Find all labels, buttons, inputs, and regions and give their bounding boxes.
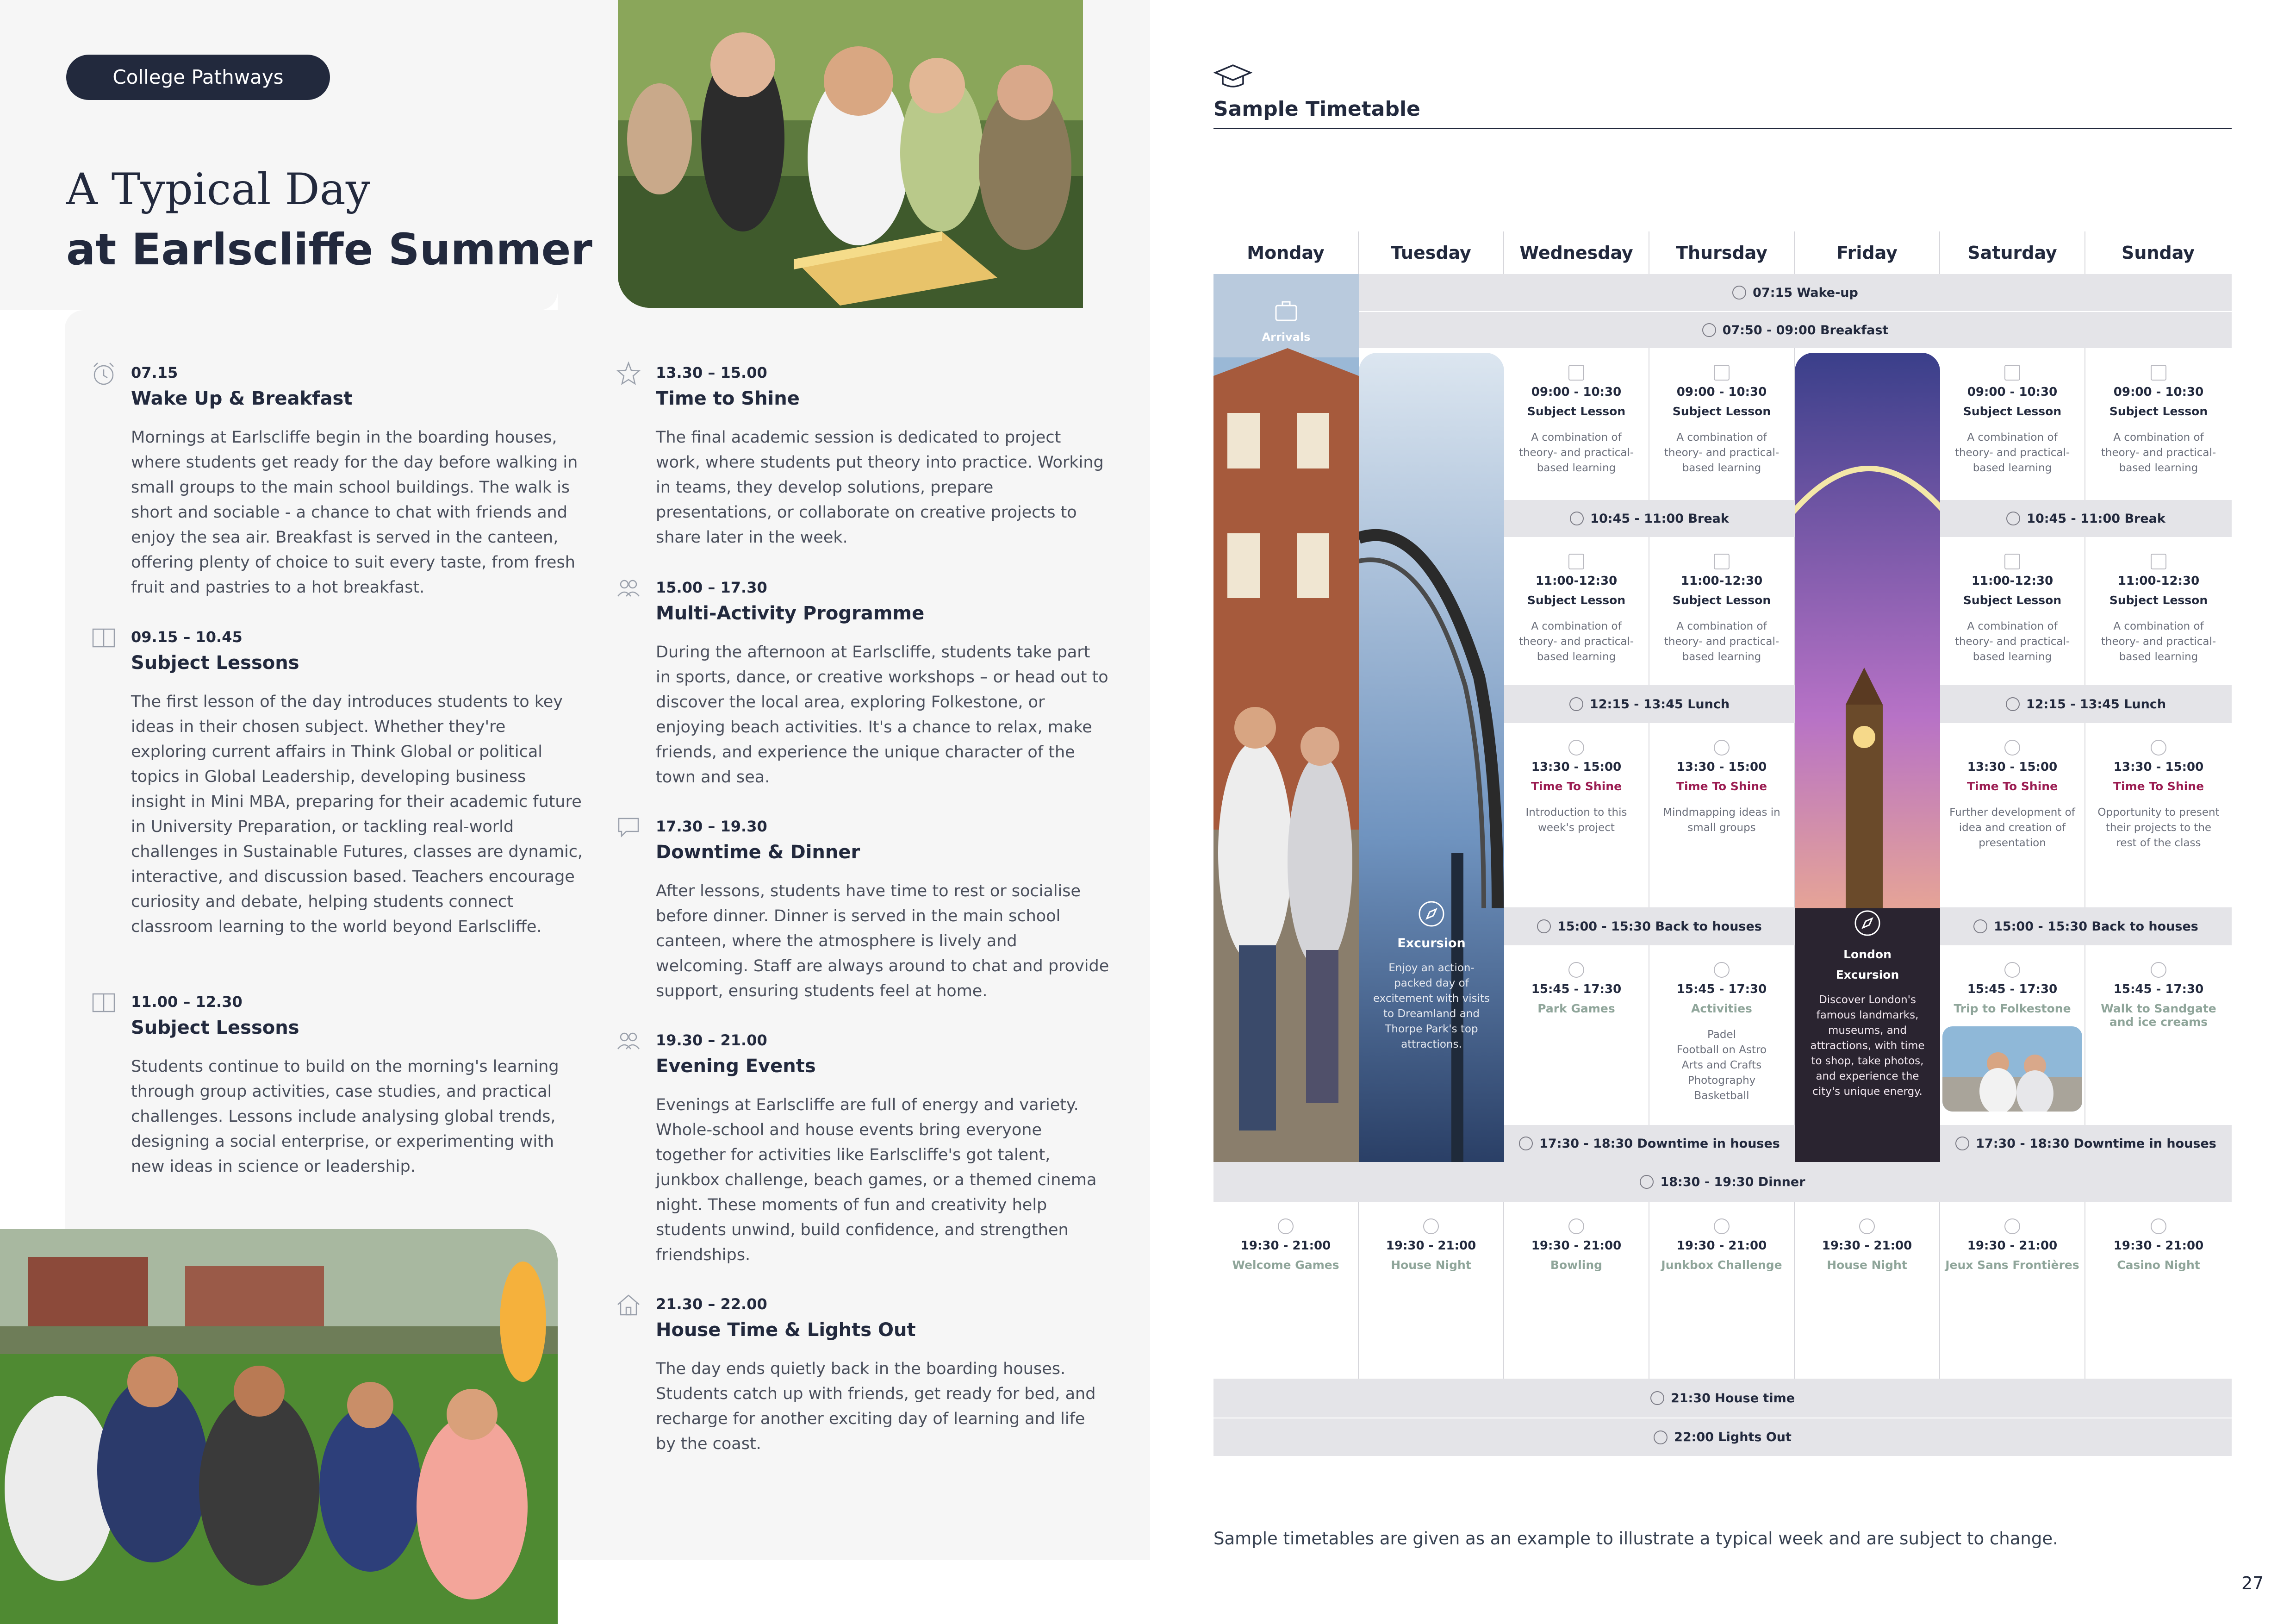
photo-tug-of-war: [0, 1229, 558, 1624]
day-monday: Monday: [1213, 231, 1359, 274]
star-icon: [1568, 740, 1584, 756]
lesson-name: Subject Lesson: [1527, 593, 1626, 607]
entry-text: Mornings at Earlscliffe begin in the boarding houses, where students get ready for the day before walking in small groups to the main school buildings. The walk is short and sociable - a chance to chat with friends and enjoy the sea air. Breakfast is served in the canteen, offering plenty of choice to suit every taste, from fresh fruit and pastries to a hot breakfast.: [131, 428, 578, 597]
entry-title: Wake Up & Breakfast: [131, 388, 353, 409]
day-thursday: Thursday: [1649, 231, 1795, 274]
band-downtime-midweek: [1504, 1125, 1795, 1162]
people-icon: [2151, 1218, 2166, 1234]
arrivals-label: Arrivals: [1262, 331, 1311, 344]
people-icon: [1859, 1218, 1875, 1234]
evening-time: 19:30 - 21:00: [1386, 1239, 1476, 1253]
mon-evening: [1213, 1202, 1359, 1379]
page-number: 27: [2241, 1573, 2264, 1593]
band-lunch-label: 12:15 - 13:45 Lunch: [2026, 697, 2166, 712]
thu-time-to-shine: [1649, 723, 1795, 907]
evening-name: House Night: [1391, 1258, 1471, 1272]
day-wednesday: Wednesday: [1504, 231, 1649, 274]
band-dinner-label: 18:30 - 19:30 Dinner: [1660, 1174, 1805, 1189]
thu-lesson-2: [1649, 537, 1795, 685]
entry-time: 19.30 – 21.00: [656, 1031, 767, 1049]
chat-bubble-icon: [615, 814, 642, 841]
lesson-time: 09:00 - 10:30: [1967, 385, 2058, 399]
people-icon: [1568, 1218, 1584, 1234]
band-break-weekend: [1940, 500, 2232, 537]
arrivals-overlay: [1213, 297, 1359, 344]
lesson-time: 11:00-12:30: [1680, 574, 1763, 588]
clock-icon: [1537, 919, 1551, 933]
band-back-to-houses-weekend: [1940, 907, 2232, 945]
lesson-name: Subject Lesson: [1963, 593, 2062, 607]
sat-lesson-1: [1940, 348, 2085, 500]
people-icon: [615, 575, 642, 602]
sun-lesson-1: [2085, 348, 2232, 500]
thu-evening: [1649, 1202, 1795, 1379]
tuesday-excursion-desc: Enjoy an action-packed day of excitement with visits to Dreamland and Thorpe Park's top attractions.: [1373, 962, 1490, 1050]
lesson-time: 09:00 - 10:30: [1676, 385, 1767, 399]
alarm-clock-icon: [90, 360, 117, 387]
people-icon: [1278, 1218, 1294, 1234]
evening-name: Bowling: [1550, 1258, 1603, 1272]
schedule-entry-evening: [656, 1031, 1109, 1268]
band-downtime-label: 17:30 - 18:30 Downtime in houses: [1539, 1136, 1780, 1151]
entry-title: Subject Lessons: [131, 1017, 299, 1038]
band-lights-out: [1213, 1418, 2232, 1456]
lesson-name: Subject Lesson: [1672, 593, 1771, 607]
star-icon: [2151, 740, 2166, 756]
shine-name: Time To Shine: [2113, 780, 2204, 793]
clock-icon: [1569, 697, 1583, 711]
entry-title: Subject Lessons: [131, 652, 299, 674]
book-icon: [1568, 365, 1584, 381]
band-lights-out-label: 22:00 Lights Out: [1674, 1430, 1792, 1444]
shine-desc: Further development of idea and creation of presentation: [1949, 806, 2075, 849]
thu-activity: [1649, 945, 1795, 1125]
entry-title: Multi-Activity Programme: [656, 603, 925, 624]
open-book-icon: [90, 625, 117, 651]
band-break-label: 10:45 - 11:00 Break: [2027, 511, 2165, 526]
shine-desc: Introduction to this week's project: [1525, 806, 1627, 834]
band-lunch-weekend: [1940, 685, 2232, 723]
entry-time: 09.15 – 10.45: [131, 628, 243, 646]
lesson-name: Subject Lesson: [1672, 405, 1771, 418]
wed-lesson-2: [1504, 537, 1649, 685]
wed-lesson-1: [1504, 348, 1649, 500]
page-title-line-1: A Typical Day: [66, 164, 370, 215]
activity-time: 15:45 - 17:30: [1531, 982, 1622, 996]
lesson-time: 11:00-12:30: [1971, 574, 2053, 588]
lesson-desc: A combination of theory- and practical-based learning: [1954, 620, 2070, 663]
entry-title: Downtime & Dinner: [656, 842, 860, 863]
activity-name: Trip to Folkestone: [1954, 1002, 2071, 1015]
shine-time: 13:30 - 15:00: [1676, 760, 1767, 774]
band-break-label: 10:45 - 11:00 Break: [1590, 511, 1729, 526]
lesson-desc: A combination of theory- and practical-based learning: [1664, 620, 1780, 663]
house-icon: [1955, 1137, 1969, 1150]
entry-text: After lessons, students have time to rest or socialise before dinner. Dinner is served in the main school canteen, where the atmosphere is lively and welcoming. Staff are always around to chat and provide support, ensuring students feel at home.: [656, 882, 1109, 1000]
entry-time: 07.15: [131, 364, 178, 381]
clock-icon: [2006, 697, 2020, 711]
band-wake-up-label: 07:15 Wake-up: [1753, 285, 1858, 300]
book-icon: [2004, 554, 2020, 569]
tuesday-excursion-title: Excursion: [1397, 936, 1466, 950]
evening-time: 19:30 - 21:00: [1240, 1239, 1331, 1253]
band-downtime-weekend: [1940, 1125, 2232, 1162]
photo-birthday-cake: [618, 0, 1083, 308]
star-icon: [615, 360, 642, 387]
entry-title: House Time & Lights Out: [656, 1319, 916, 1341]
shine-name: Time To Shine: [1966, 780, 2058, 793]
band-house-time-label: 21:30 House time: [1670, 1391, 1795, 1405]
shine-desc: Mindmapping ideas in small groups: [1663, 806, 1780, 834]
band-lunch-label: 12:15 - 13:45 Lunch: [1589, 697, 1730, 712]
activity-name: Walk to Sandgate and ice creams: [2101, 1002, 2216, 1029]
evening-time: 19:30 - 21:00: [1676, 1239, 1767, 1253]
book-icon: [2151, 554, 2166, 569]
graduation-cap-icon: [1213, 62, 1252, 90]
suitcase-icon: [1272, 297, 1300, 325]
friday-excursion-image: [1795, 353, 1940, 1162]
heading-rule: [1213, 128, 2232, 129]
activity-desc: Padel Football on Astro Arts and Crafts Photography Basketball: [1676, 1029, 1767, 1102]
lesson-name: Subject Lesson: [2109, 593, 2208, 607]
day-tuesday: Tuesday: [1359, 231, 1504, 274]
shine-name: Time To Shine: [1531, 780, 1622, 793]
clock-icon: [1973, 919, 1987, 933]
clock-icon: [2006, 512, 2020, 525]
sun-time-to-shine: [2085, 723, 2232, 907]
lesson-desc: A combination of theory- and practical-based learning: [1664, 431, 1780, 474]
evening-time: 19:30 - 21:00: [1822, 1239, 1912, 1253]
shine-name: Time To Shine: [1676, 780, 1767, 793]
entry-title: Time to Shine: [656, 388, 800, 409]
entry-text: Students continue to build on the morning's learning through group activities, case studies, and practical challenges. Lessons include analysing global trends, designing a social enterprise, or experimenting with new ideas in science or leadership.: [131, 1057, 559, 1176]
timetable-heading: Sample Timetable: [1213, 97, 1420, 121]
people-icon: [1714, 1218, 1730, 1234]
entry-time: 13.30 – 15.00: [656, 364, 767, 381]
lesson-time: 11:00-12:30: [1535, 574, 1618, 588]
activity-name: Activities: [1691, 1002, 1752, 1015]
entry-time: 21.30 – 22.00: [656, 1295, 767, 1313]
lesson-desc: A combination of theory- and practical-based learning: [2101, 620, 2216, 663]
category-pill[interactable]: College Pathways: [66, 55, 330, 100]
tuesday-excursion-image: [1359, 353, 1504, 1162]
schedule-entry-lights-out: [656, 1295, 1109, 1456]
activity-time: 15:45 - 17:30: [1967, 982, 2058, 996]
schedule-entry-wake-up: [131, 364, 585, 600]
entry-text: During the afternoon at Earlscliffe, students take part in sports, dance, or creative workshops – or head out to discover the local area, exploring Folkestone, or enjoying beach activities. It's a chance to relax, make friends, and experience the unique character of the town and sea.: [656, 643, 1108, 787]
people-icon: [2004, 1218, 2020, 1234]
house-icon: [1650, 1391, 1664, 1405]
timetable: [1213, 231, 2232, 1456]
band-lunch-midweek: [1504, 685, 1795, 723]
folkestone-photo: [1942, 1026, 2082, 1112]
band-breakfast: [1359, 311, 2232, 348]
book-icon: [2004, 365, 2020, 381]
friday-excursion-overlay: [1795, 908, 1940, 1099]
activity-time: 15:45 - 17:30: [2113, 982, 2204, 996]
schedule-entry-downtime: [656, 818, 1109, 1004]
evening-name: House Night: [1827, 1258, 1907, 1272]
entry-title: Evening Events: [656, 1056, 816, 1077]
house-icon: [615, 1292, 642, 1318]
entry-text: The first lesson of the day introduces students to key ideas in their chosen subject. Whether they're exploring current affairs in Think Global or political topics in Global Leadership, developing business insight in Mini MBA, preparing for their academic future in University Preparation, or tackling real-world challenges in Sustainable Futures, classes are dynamic, interactive, and discussion based. Teachers encourage curiosity and debate, helping students connect classroom learning to the world beyond Earlscliffe.: [131, 693, 583, 936]
book-icon: [1714, 554, 1730, 569]
monday-arrivals-image: [1213, 274, 1359, 1162]
thu-lesson-1: [1649, 348, 1795, 500]
day-sunday: Sunday: [2122, 243, 2195, 263]
band-breakfast-label: 07:50 - 09:00 Breakfast: [1722, 323, 1889, 337]
entry-time: 17.30 – 19.30: [656, 818, 767, 835]
schedule-entry-lesson-2: [131, 993, 585, 1179]
star-icon: [2004, 740, 2020, 756]
entry-time: 11.00 – 12.30: [131, 993, 243, 1011]
compass-icon: [1417, 899, 1446, 929]
lesson-time: 09:00 - 10:30: [2113, 385, 2204, 399]
evening-time: 19:30 - 21:00: [2113, 1239, 2204, 1253]
day-saturday: Saturday: [1940, 231, 2085, 274]
entry-text: The day ends quietly back in the boarding houses. Students catch up with friends, get ready for bed, and recharge for another exciting day of learning and life by the coast.: [656, 1360, 1096, 1453]
friday-excursion-title: London Excursion: [1836, 948, 1899, 981]
day-friday: Friday: [1795, 231, 1940, 274]
book-icon: [2151, 365, 2166, 381]
lesson-desc: A combination of theory- and practical-based learning: [1518, 431, 1634, 474]
band-wake-up: [1359, 274, 2232, 311]
sat-lesson-2: [1940, 537, 2085, 685]
shine-time: 13:30 - 15:00: [1531, 760, 1622, 774]
clock-icon: [1570, 512, 1584, 525]
evening-time: 19:30 - 21:00: [1967, 1239, 2058, 1253]
evening-name: Jeux Sans Frontières: [1945, 1258, 2079, 1272]
wed-activity: [1504, 945, 1649, 1125]
star-icon: [1714, 740, 1730, 756]
band-back-label: 15:00 - 15:30 Back to houses: [1557, 919, 1762, 934]
sat-activity: [1940, 945, 2085, 1125]
people-icon: [615, 1028, 642, 1055]
band-back-to-houses-midweek: [1504, 907, 1795, 945]
shine-desc: Opportunity to present their projects to the rest of the class: [2097, 806, 2220, 849]
evening-name: Casino Night: [2117, 1258, 2200, 1272]
lesson-time: 09:00 - 10:30: [1531, 385, 1622, 399]
clock-icon: [1732, 286, 1746, 300]
tuesday-excursion-overlay: [1359, 899, 1504, 1052]
book-icon: [1714, 365, 1730, 381]
open-book-icon: [90, 989, 117, 1016]
sun-activity: [2085, 945, 2232, 1125]
lesson-name: Subject Lesson: [2109, 405, 2208, 418]
sun-lesson-2: [2085, 537, 2232, 685]
people-icon: [1568, 962, 1584, 978]
people-icon: [2151, 962, 2166, 978]
wed-time-to-shine: [1504, 723, 1649, 907]
lesson-time: 11:00-12:30: [2117, 574, 2200, 588]
people-icon: [1714, 962, 1730, 978]
book-icon: [1568, 554, 1584, 569]
entry-text: Evenings at Earlscliffe are full of energy and variety. Whole-school and house events bring everyone together for activities like Earlscliffe's got talent, junkbox challenge, beach games, or a themed cinema night. These moments of fun and creativity help students unwind, build confidence, and strengthen friendships.: [656, 1096, 1097, 1264]
activity-time: 15:45 - 17:30: [1676, 982, 1767, 996]
schedule-entry-lesson-1: [131, 628, 585, 939]
sat-evening: [1940, 1202, 2085, 1379]
activity-name: Park Games: [1537, 1002, 1615, 1015]
evening-name: Welcome Games: [1232, 1258, 1339, 1272]
fri-evening: [1795, 1202, 1940, 1379]
sun-evening: [2085, 1202, 2232, 1379]
tue-evening: [1359, 1202, 1504, 1379]
band-break-midweek: [1504, 500, 1795, 537]
wed-evening: [1504, 1202, 1649, 1379]
moon-icon: [1654, 1430, 1668, 1444]
footnote: Sample timetables are given as an example to illustrate a typical week and are subject to change.: [1213, 1529, 2058, 1549]
people-icon: [1423, 1218, 1439, 1234]
band-downtime-label: 17:30 - 18:30 Downtime in houses: [1976, 1136, 2216, 1151]
house-icon: [1519, 1137, 1533, 1150]
schedule-entry-multi-activity: [656, 579, 1109, 790]
lesson-desc: A combination of theory- and practical-based learning: [2101, 431, 2216, 474]
lesson-desc: A combination of theory- and practical-based learning: [1518, 620, 1634, 663]
band-house-time: [1213, 1379, 2232, 1418]
lesson-name: Subject Lesson: [1527, 405, 1626, 418]
entry-text: The final academic session is dedicated to project work, where students put theory into practice. Working in teams, they develop solutions, prepare presentations, or collaborate on creative projects to share later in the week.: [656, 428, 1104, 547]
people-icon: [2004, 962, 2020, 978]
schedule-entry-time-to-shine: [656, 364, 1109, 550]
sat-time-to-shine: [1940, 723, 2085, 907]
band-dinner: [1213, 1162, 2232, 1202]
entry-time: 15.00 – 17.30: [656, 579, 767, 596]
band-back-label: 15:00 - 15:30 Back to houses: [1994, 919, 2198, 934]
cup-icon: [1702, 323, 1716, 337]
page-title-line-2: at Earlscliffe Summer: [66, 225, 592, 275]
cutlery-icon: [1640, 1175, 1654, 1189]
compass-icon: [1853, 908, 1882, 938]
lesson-name: Subject Lesson: [1963, 405, 2062, 418]
shine-time: 13:30 - 15:00: [2113, 760, 2204, 774]
friday-excursion-desc: Discover London's famous landmarks, museums, and attractions, with time to shop, take photos, and experience the city's unique energy.: [1810, 994, 1925, 1098]
lesson-desc: A combination of theory- and practical-based learning: [1954, 431, 2070, 474]
evening-time: 19:30 - 21:00: [1531, 1239, 1622, 1253]
shine-time: 13:30 - 15:00: [1967, 760, 2058, 774]
evening-name: Junkbox Challenge: [1661, 1258, 1782, 1272]
